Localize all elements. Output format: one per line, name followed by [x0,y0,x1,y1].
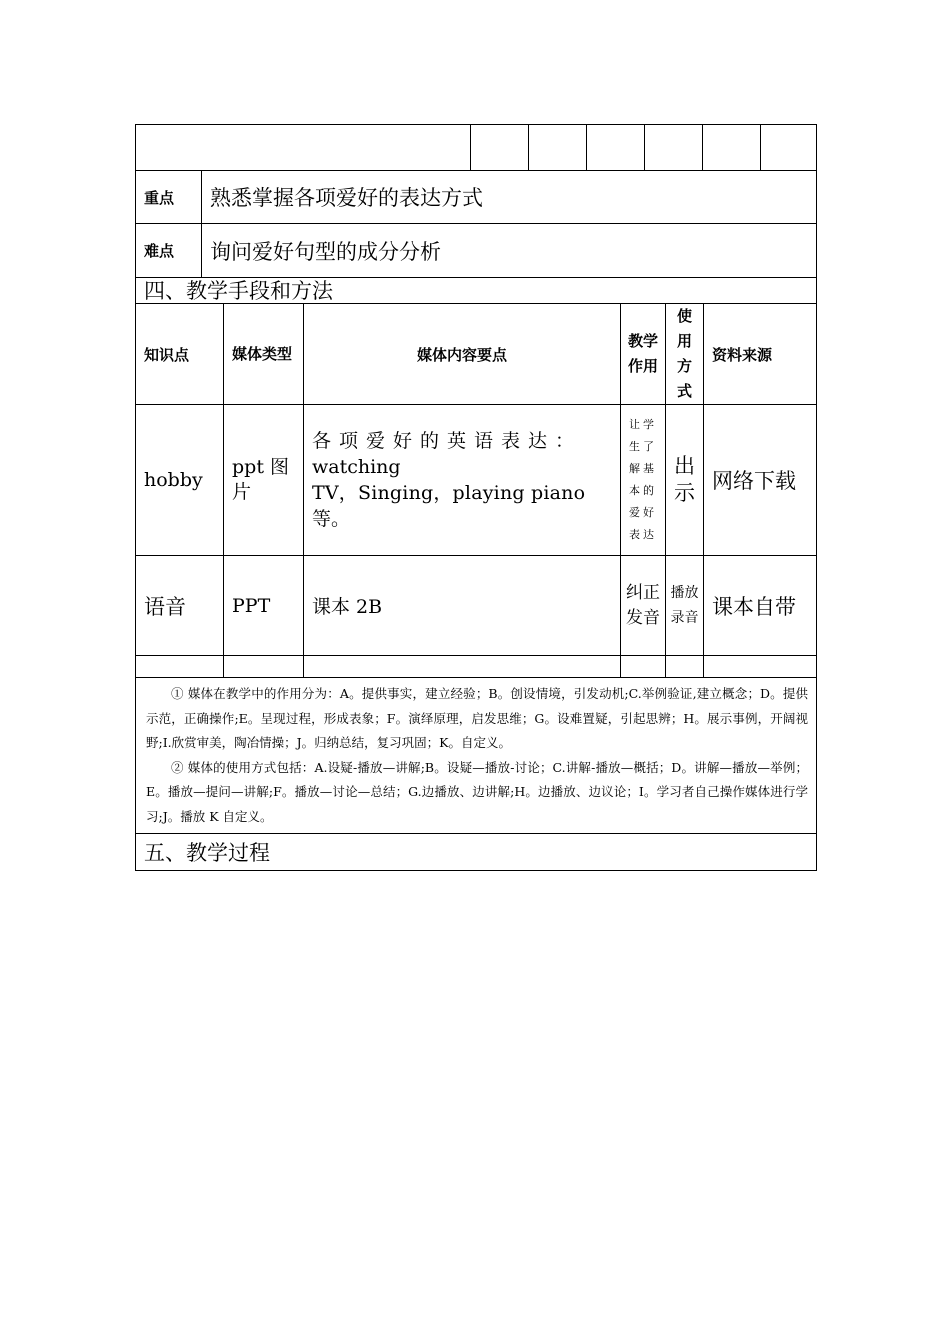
empty-row [136,656,817,678]
blank-cell [703,125,761,171]
row2-media-type: PPT [224,556,304,656]
section4-row [136,278,817,304]
media-header-row [136,304,817,405]
difficulty-row [136,224,817,278]
media-table [135,303,817,871]
header-knowledge: 知识点 [136,304,224,405]
section5-row [136,834,817,871]
empty-cell [621,656,666,678]
difficulty-text: 询问爱好句型的成分分析 [202,224,817,278]
empty-cell [666,656,704,678]
row2-knowledge: 语音 [136,556,224,656]
blank-cell [587,125,645,171]
empty-cell [704,656,817,678]
header-role: 教学作用 [621,304,666,405]
header-usage: 使用方式 [666,304,704,405]
row1-content-line2: watching [312,456,401,478]
row2-role: 纠正发音 [621,556,666,656]
row1-media-type: ppt 图片 [224,405,304,556]
row1-role: 让学生了解基本的爱好表达 [621,405,666,556]
blank-cell [645,125,703,171]
difficulty-label: 难点 [136,224,202,278]
row2-source: 课本自带 [704,556,817,656]
empty-cell [136,656,224,678]
key-point-label: 重点 [136,171,202,224]
row1-source: 网络下载 [704,405,817,556]
key-point-row [136,171,817,224]
header-content: 媒体内容要点 [304,304,621,405]
row1-usage: 出示 [666,405,704,556]
table-row [136,556,817,656]
header-source: 资料来源 [704,304,817,405]
notes-row [136,678,817,834]
top-table [135,124,817,304]
row2-content: 课本 2B [304,556,621,656]
row1-content [304,405,621,556]
empty-cell [224,656,304,678]
row1-knowledge: hobby [136,405,224,556]
empty-cell [304,656,621,678]
row2-usage: 播放录音 [666,556,704,656]
blank-row [136,125,817,171]
row1-content-line4: 等。 [312,508,351,530]
section4-title: 四、教学手段和方法 [136,278,817,304]
blank-cell [761,125,817,171]
table-row [136,405,817,556]
section5-title: 五、教学过程 [136,834,817,871]
blank-cell [529,125,587,171]
row1-content-line3: TV，Singing，playing piano [312,482,586,504]
note-media-usage: ② 媒体的使用方式包括：A.设疑-播放—讲解;B。设疑—播放-讨论；C.讲解-播放—概括；D。讲解—播放—举例；E。播放—提问—讲解;F。播放—讨论—总结；G.边播放、边讲解;H。边播放、边议论；I。学习者自己操作媒体进行学习;J。播放 K 自定义。 [146,759,808,824]
blank-cell [471,125,529,171]
note-media-role: ① 媒体在教学中的作用分为：A。提供事实，建立经验；B。创设情境，引发动机;C.举例验证,建立概念；D。提供示范，正确操作;E。呈现过程，形成表象；F。演绎原理，启发思维；G。设难置疑，引起思辨；H。展示事例，开阔视野;I.欣赏审美，陶冶情操；J。归纳总结，复习巩固；K。自定义。 [146,686,808,750]
key-point-text: 熟悉掌握各项爱好的表达方式 [202,171,817,224]
header-media-type: 媒体类型 [224,304,304,405]
notes-cell [136,678,817,834]
blank-cell [136,125,471,171]
row1-content-line1: 各项爱好的英语表达： [312,430,583,452]
